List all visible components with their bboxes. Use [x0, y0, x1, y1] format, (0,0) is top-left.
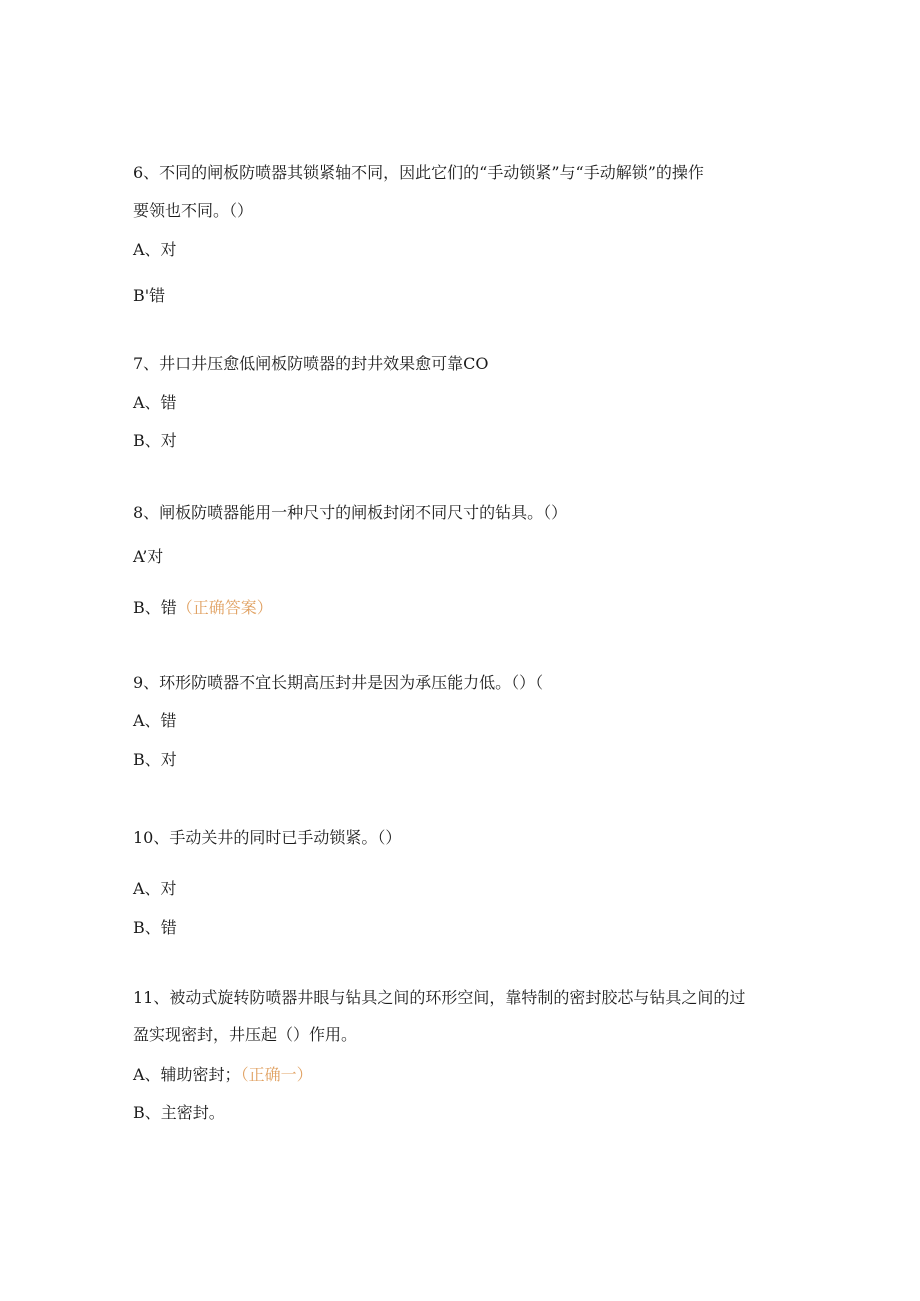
- question-6-stem-line-1: 6、不同的闸板防喷器其锁紧轴不同，因此它们的“手动锁紧”与“手动解锁”的操作: [133, 163, 704, 182]
- option-text: A、错: [133, 393, 177, 412]
- question-11-stem-line-2: 盈实现密封，井压起（）作用。: [133, 1025, 358, 1044]
- option-text: A、对: [133, 879, 177, 898]
- question-8-stem-line-1: 8、闸板防喷器能用一种尺寸的闸板封闭不同尺寸的钻具。（）: [133, 503, 568, 522]
- option-text: B、对: [133, 431, 177, 450]
- question-9-option-b: [133, 750, 177, 770]
- option-text: A、错: [133, 711, 177, 730]
- question-7-option-b: [133, 431, 177, 451]
- question-6-option-a: [133, 240, 177, 260]
- option-text: B、对: [133, 750, 177, 769]
- option-text: B、主密封。: [133, 1103, 225, 1122]
- question-8-option-b: [133, 598, 273, 618]
- question-11-stem-line-1: 11、被动式旋转防喷器井眼与钻具之间的环形空间，靠特制的密封胶芯与钻具之间的过: [133, 988, 746, 1007]
- question-11-option-a: [133, 1065, 313, 1085]
- question-11-option-b: [133, 1103, 225, 1123]
- option-text: A、对: [133, 240, 177, 259]
- question-6-stem-line-2: 要领也不同。（）: [133, 201, 254, 220]
- question-7-option-a: [133, 393, 177, 413]
- question-10-option-b: [133, 918, 177, 938]
- question-10-stem-line-1: 10、手动关井的同时已手动锁紧。（）: [133, 828, 402, 847]
- correct-answer-mark: （正确一）: [240, 1065, 313, 1084]
- question-9-option-a: [133, 711, 177, 731]
- option-text: B、错: [133, 918, 177, 937]
- question-9-stem-line-1: 9、环形防喷器不宜长期高压封井是因为承压能力低。（）（: [133, 673, 544, 692]
- option-text: B、错: [133, 598, 177, 617]
- question-8-option-a: [133, 547, 163, 567]
- question-6-option-b: [133, 286, 165, 306]
- question-10-option-a: [133, 879, 177, 899]
- question-7-stem-line-1: 7、井口井压愈低闸板防喷器的封井效果愈可靠CO: [133, 354, 489, 373]
- option-text: A’对: [133, 547, 164, 566]
- option-text: B'错: [133, 286, 166, 305]
- option-text: A、辅助密封；: [133, 1065, 241, 1084]
- correct-answer-mark: （正确答案）: [176, 598, 273, 617]
